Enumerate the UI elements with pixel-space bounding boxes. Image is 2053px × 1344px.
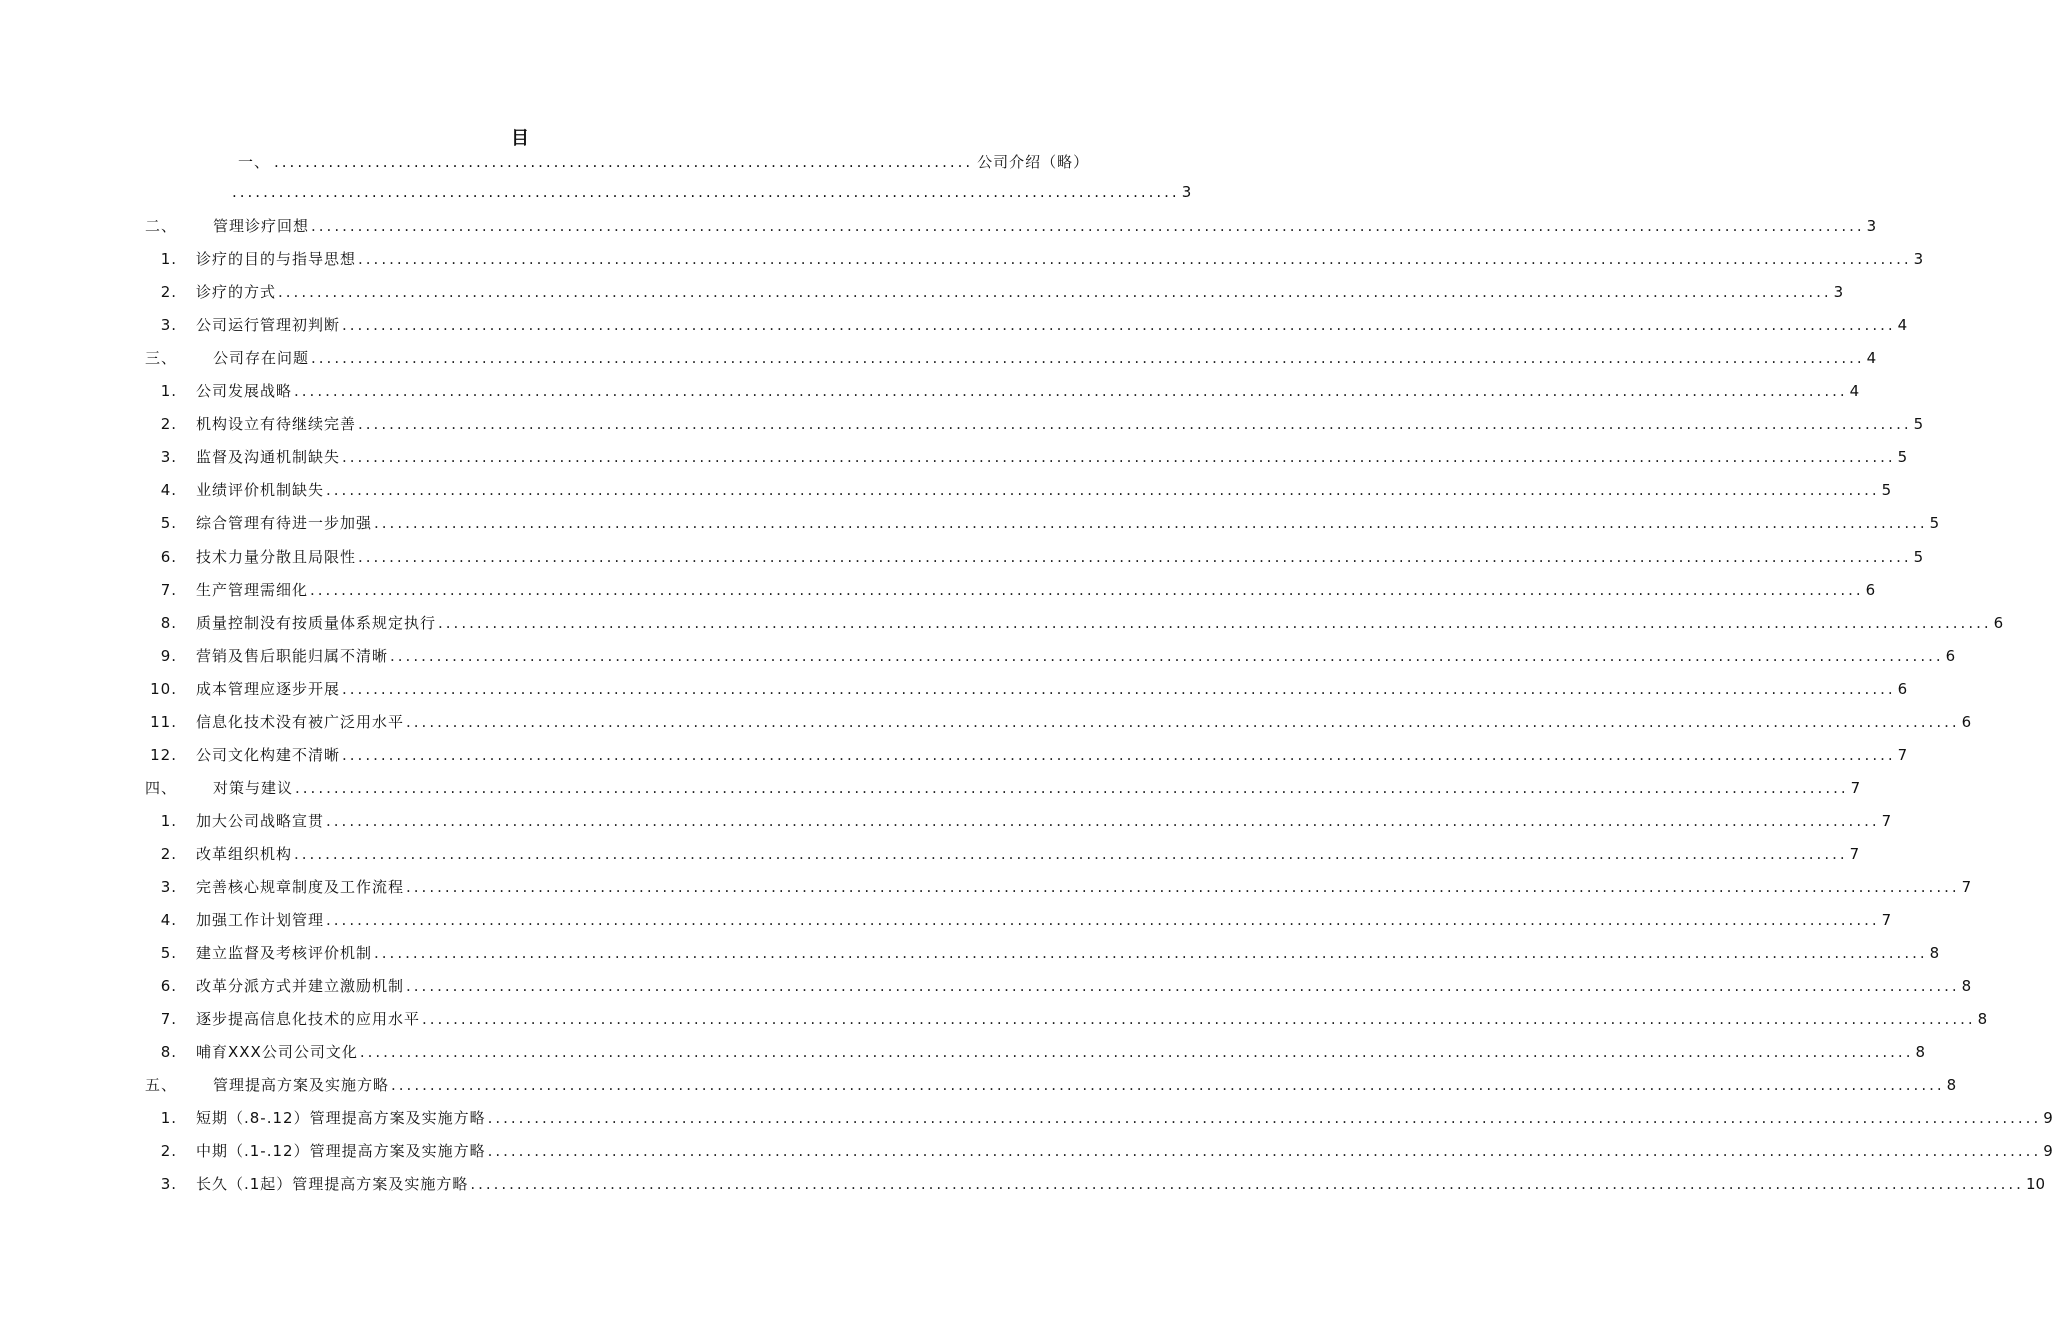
- toc-entry-label: 公司介绍（略）: [977, 153, 1090, 171]
- toc-entry[interactable]: [0, 214, 1877, 238]
- toc-entry-page: 6: [1945, 646, 1956, 665]
- toc-leader-dots: ........................................................................................................................................................................................................: [470, 1175, 2024, 1194]
- toc-entry-page: 3: [1181, 183, 1192, 201]
- toc-entry[interactable]: [0, 1106, 2053, 1130]
- toc-entry-label: 诊疗的方式: [196, 283, 277, 302]
- toc-entry[interactable]: [0, 412, 1924, 436]
- toc-entry-page: 6: [1897, 679, 1908, 698]
- toc-entry-page: 5: [1897, 448, 1908, 467]
- toc-entry[interactable]: [0, 710, 1972, 734]
- toc-leader-dots: ........................................................................................................................................................................................................: [342, 745, 1896, 764]
- toc-entry-page: 8: [1929, 944, 1940, 963]
- toc-entry-label: 管理提高方案及实施方略: [213, 1076, 390, 1095]
- toc-entry-number: 5.: [160, 944, 177, 963]
- toc-entry[interactable]: [0, 644, 1956, 668]
- toc-entry-label: 成本管理应逐步开展: [196, 679, 341, 698]
- toc-entry[interactable]: [0, 941, 1940, 965]
- toc-leader-dots: ........................................................................................................................................................................................................: [326, 811, 1880, 830]
- toc-leader-dots: ........................................................................................................................................................................................................: [294, 844, 1848, 863]
- toc-entry-page: 6: [1993, 613, 2004, 632]
- toc-entry-page: 6: [1865, 580, 1876, 599]
- toc-entry-number: 二、: [145, 217, 178, 235]
- toc-entry-label: 机构设立有待继续完善: [196, 415, 357, 434]
- toc-entry-label: 改革分派方式并建立激励机制: [196, 977, 405, 996]
- toc-entry[interactable]: [0, 313, 1908, 337]
- toc-entry-label: 逐步提高信息化技术的应用水平: [196, 1010, 421, 1029]
- toc-entry-number: 5.: [160, 514, 177, 533]
- toc-entry[interactable]: [0, 578, 1876, 602]
- toc-entry-label: 哺育XXX公司公司文化: [196, 1043, 358, 1062]
- toc-entry-label: 营销及售后职能归属不清晰: [196, 646, 389, 665]
- toc-entry[interactable]: [0, 1007, 1988, 1031]
- toc-entry-first[interactable]: [238, 150, 1090, 174]
- toc-entry[interactable]: [0, 1139, 2053, 1163]
- toc-leader-dots: ........................................................................................................................................................................................................: [358, 547, 1912, 566]
- toc-entry-number: 1.: [160, 250, 177, 269]
- toc-leader-dots: ........................................................................................................................................................................................................: [406, 878, 1960, 896]
- toc-entry-page: 5: [1913, 415, 1924, 434]
- toc-entry-page: 3: [1833, 283, 1844, 302]
- toc-entry-number: 8.: [160, 613, 177, 632]
- toc-entry-page: 8: [1977, 1010, 1988, 1029]
- toc-entry-page: 4: [1849, 382, 1860, 401]
- toc-entry-number: 4.: [160, 911, 177, 930]
- toc-entry[interactable]: [0, 1073, 1957, 1097]
- toc-leader-dots: ........................................................................................................................................................................................................: [342, 448, 1896, 467]
- toc-leader-dots: ........................................................................................................................................................................................................: [310, 580, 1864, 599]
- toc-leader-dots: ..........................................................................................: [274, 153, 974, 171]
- toc-leader-dots: ........................................................................................................................................................................................................: [374, 514, 1928, 533]
- toc-entry-number: 3.: [160, 1175, 177, 1194]
- toc-entry-number: 3.: [160, 448, 177, 467]
- toc-entry-number: 一、: [238, 153, 271, 171]
- toc-leader-dots: ........................................................................................................................................................................................................: [359, 1043, 1914, 1062]
- toc-leader-dots: ........................................................................................................................................................................................................: [358, 415, 1912, 434]
- toc-leader-dots: ........................................................................................................................................................................................................: [422, 1010, 1976, 1029]
- toc-entry-page: 3: [1866, 217, 1877, 235]
- toc-entry-label: 诊疗的目的与指导思想: [196, 250, 357, 269]
- toc-entry[interactable]: [0, 247, 1924, 271]
- toc-entry[interactable]: [0, 346, 1877, 370]
- toc-entry-page: 7: [1897, 745, 1908, 764]
- toc-entry-label: 加强工作计划管理: [196, 911, 325, 930]
- toc-entry[interactable]: [0, 677, 1908, 701]
- toc-leader-dots: ........................................................................................................................................................................................................: [311, 349, 1865, 368]
- toc-entry-page: 9: [2043, 1142, 2053, 1161]
- toc-entry-number: 9.: [160, 646, 177, 665]
- toc-leader-dots: ........................................................................................................................................................................................................: [390, 646, 1944, 665]
- toc-entry[interactable]: [0, 1040, 1926, 1064]
- toc-entry[interactable]: [0, 776, 1861, 800]
- toc-entry-number: 2.: [160, 844, 177, 863]
- toc-entry[interactable]: [0, 611, 2004, 635]
- toc-leader-dots: ........................................................................................................................................................................................................: [278, 283, 1832, 302]
- toc-entry-label: 公司发展战略: [196, 382, 293, 401]
- toc-entry-number: 4.: [160, 481, 177, 500]
- toc-leader-dots: ........................................................................................................................................................................................................: [406, 977, 1960, 996]
- toc-leader-dots: ........................................................................................................................................................................................................: [342, 679, 1896, 698]
- toc-entry-label: 加大公司战略宣贯: [196, 811, 325, 830]
- toc-entry[interactable]: [0, 908, 1892, 932]
- toc-entry-first-continuation[interactable]: [232, 180, 1192, 204]
- toc-entry-number: 四、: [145, 778, 178, 797]
- toc-leader-dots: ........................................................................................................................................................................................................: [406, 712, 1960, 731]
- toc-entry-label: 公司存在问题: [213, 349, 310, 368]
- toc-entry-page: 4: [1897, 316, 1908, 335]
- toc-leader-dots: ........................................................................................................................................................................................................: [342, 316, 1896, 335]
- toc-entry-label: 中期（.1-.12）管理提高方案及实施方略: [196, 1142, 486, 1161]
- toc-entry-label: 短期（.8-.12）管理提高方案及实施方略: [196, 1109, 486, 1128]
- toc-leader-dots: ........................................................................................................................................................................................................: [438, 613, 1992, 632]
- toc-entry-label: 完善核心规章制度及工作流程: [196, 878, 405, 896]
- toc-entry-page: 5: [1913, 547, 1924, 566]
- toc-entry-number: 8.: [160, 1043, 177, 1062]
- toc-entry-page: 7: [1881, 811, 1892, 830]
- toc-leader-dots: ........................................................................................................................................................................................................: [294, 382, 1848, 401]
- toc-entry-number: 三、: [145, 349, 178, 368]
- toc-leader-dots: ........................................................................................................................................................................................................: [391, 1076, 1945, 1095]
- toc-entry-number: 3.: [160, 878, 177, 896]
- toc-entry-label: 综合管理有待进一步加强: [196, 514, 373, 533]
- toc-entry-page: 9: [2043, 1109, 2053, 1128]
- toc-entry-label: 改革组织机构: [196, 844, 293, 863]
- toc-entry-number: 2.: [160, 1142, 177, 1161]
- toc-entry-number: 12.: [150, 745, 177, 764]
- toc-entry-number: 2.: [160, 415, 177, 434]
- toc-entry-number: 1.: [160, 382, 177, 401]
- toc-entry-label: 管理诊疗回想: [213, 217, 310, 235]
- toc-entry[interactable]: [0, 875, 1972, 899]
- toc-entry-label: 业绩评价机制缺失: [196, 481, 325, 500]
- toc-entry[interactable]: [0, 809, 1892, 833]
- toc-entry-label: 信息化技术没有被广泛用水平: [196, 712, 405, 731]
- toc-entry-page: 7: [1850, 778, 1861, 797]
- toc-leader-dots: ........................................................................................................................................................................................................: [326, 911, 1880, 930]
- toc-entry-page: 4: [1866, 349, 1877, 368]
- toc-entry[interactable]: [0, 1172, 2046, 1196]
- toc-entry-number: 11.: [150, 712, 177, 731]
- toc-title: 目: [511, 128, 529, 149]
- toc-entry-number: 2.: [160, 283, 177, 302]
- toc-leader-dots: ........................................................................................................................................................................................................: [487, 1109, 2042, 1128]
- toc-leader-dots: ........................................................................................................................................................................................................: [311, 217, 1865, 235]
- toc-leader-dots: ........................................................................................................................................................................................................: [358, 250, 1912, 269]
- toc-entry-label: 技术力量分散且局限性: [196, 547, 357, 566]
- toc-entry-label: 公司运行管理初判断: [196, 316, 341, 335]
- toc-entry-number: 3.: [160, 316, 177, 335]
- toc-entry-page: 5: [1929, 514, 1940, 533]
- toc-entry-label: 对策与建议: [213, 778, 294, 797]
- toc-entry[interactable]: [0, 842, 1860, 866]
- toc-entry-number: 6.: [160, 547, 177, 566]
- toc-leader-dots: ........................................................................................................................................................................................................: [326, 481, 1880, 500]
- toc-entry-page: 8: [1961, 977, 1972, 996]
- toc-entry-page: 7: [1961, 878, 1972, 896]
- toc-entry-number: 10.: [150, 679, 177, 698]
- toc-entry[interactable]: [0, 743, 1908, 767]
- toc-leader-dots: ........................................................................................................................................................................................................: [295, 778, 1849, 797]
- toc-entry-number: 1.: [160, 811, 177, 830]
- toc-entry-number: 6.: [160, 977, 177, 996]
- toc-entry-page: 6: [1961, 712, 1972, 731]
- toc-entry-label: 监督及沟通机制缺失: [196, 448, 341, 467]
- toc-leader-dots: ........................................................................................................................................................................................................: [374, 944, 1928, 963]
- toc-entry-page: 10: [2025, 1175, 2046, 1194]
- toc-entry[interactable]: [0, 379, 1860, 403]
- toc-entry-label: 公司文化构建不清晰: [196, 745, 341, 764]
- toc-entry-number: 7.: [160, 1010, 177, 1029]
- toc-entry-page: 3: [1913, 250, 1924, 269]
- toc-entry-label: 质量控制没有按质量体系规定执行: [196, 613, 437, 632]
- toc-entry[interactable]: [0, 545, 1924, 569]
- toc-entry[interactable]: [0, 974, 1972, 998]
- toc-entry[interactable]: [0, 478, 1892, 502]
- toc-entry-number: 7.: [160, 580, 177, 599]
- toc-entry[interactable]: [0, 280, 1844, 304]
- toc-entry-label: 建立监督及考核评价机制: [196, 944, 373, 963]
- toc-entry-page: 8: [1915, 1043, 1926, 1062]
- toc-entry-page: 7: [1849, 844, 1860, 863]
- toc-entry-page: 8: [1946, 1076, 1957, 1095]
- toc-leader-dots: ........................................................................................................................................................................................................: [487, 1142, 2042, 1161]
- toc-entry-page: 7: [1881, 911, 1892, 930]
- toc-entry-number: 1.: [160, 1109, 177, 1128]
- toc-entry-page: 5: [1881, 481, 1892, 500]
- toc-leader-dots: ..........................................................................................................................: [232, 183, 1180, 201]
- toc-entry-number: 五、: [145, 1076, 178, 1095]
- toc-entry-label: 生产管理需细化: [196, 580, 309, 599]
- toc-entry[interactable]: [0, 511, 1940, 535]
- toc-entry[interactable]: [0, 445, 1908, 469]
- toc-entry-label: 长久（.1起）管理提高方案及实施方略: [196, 1175, 469, 1194]
